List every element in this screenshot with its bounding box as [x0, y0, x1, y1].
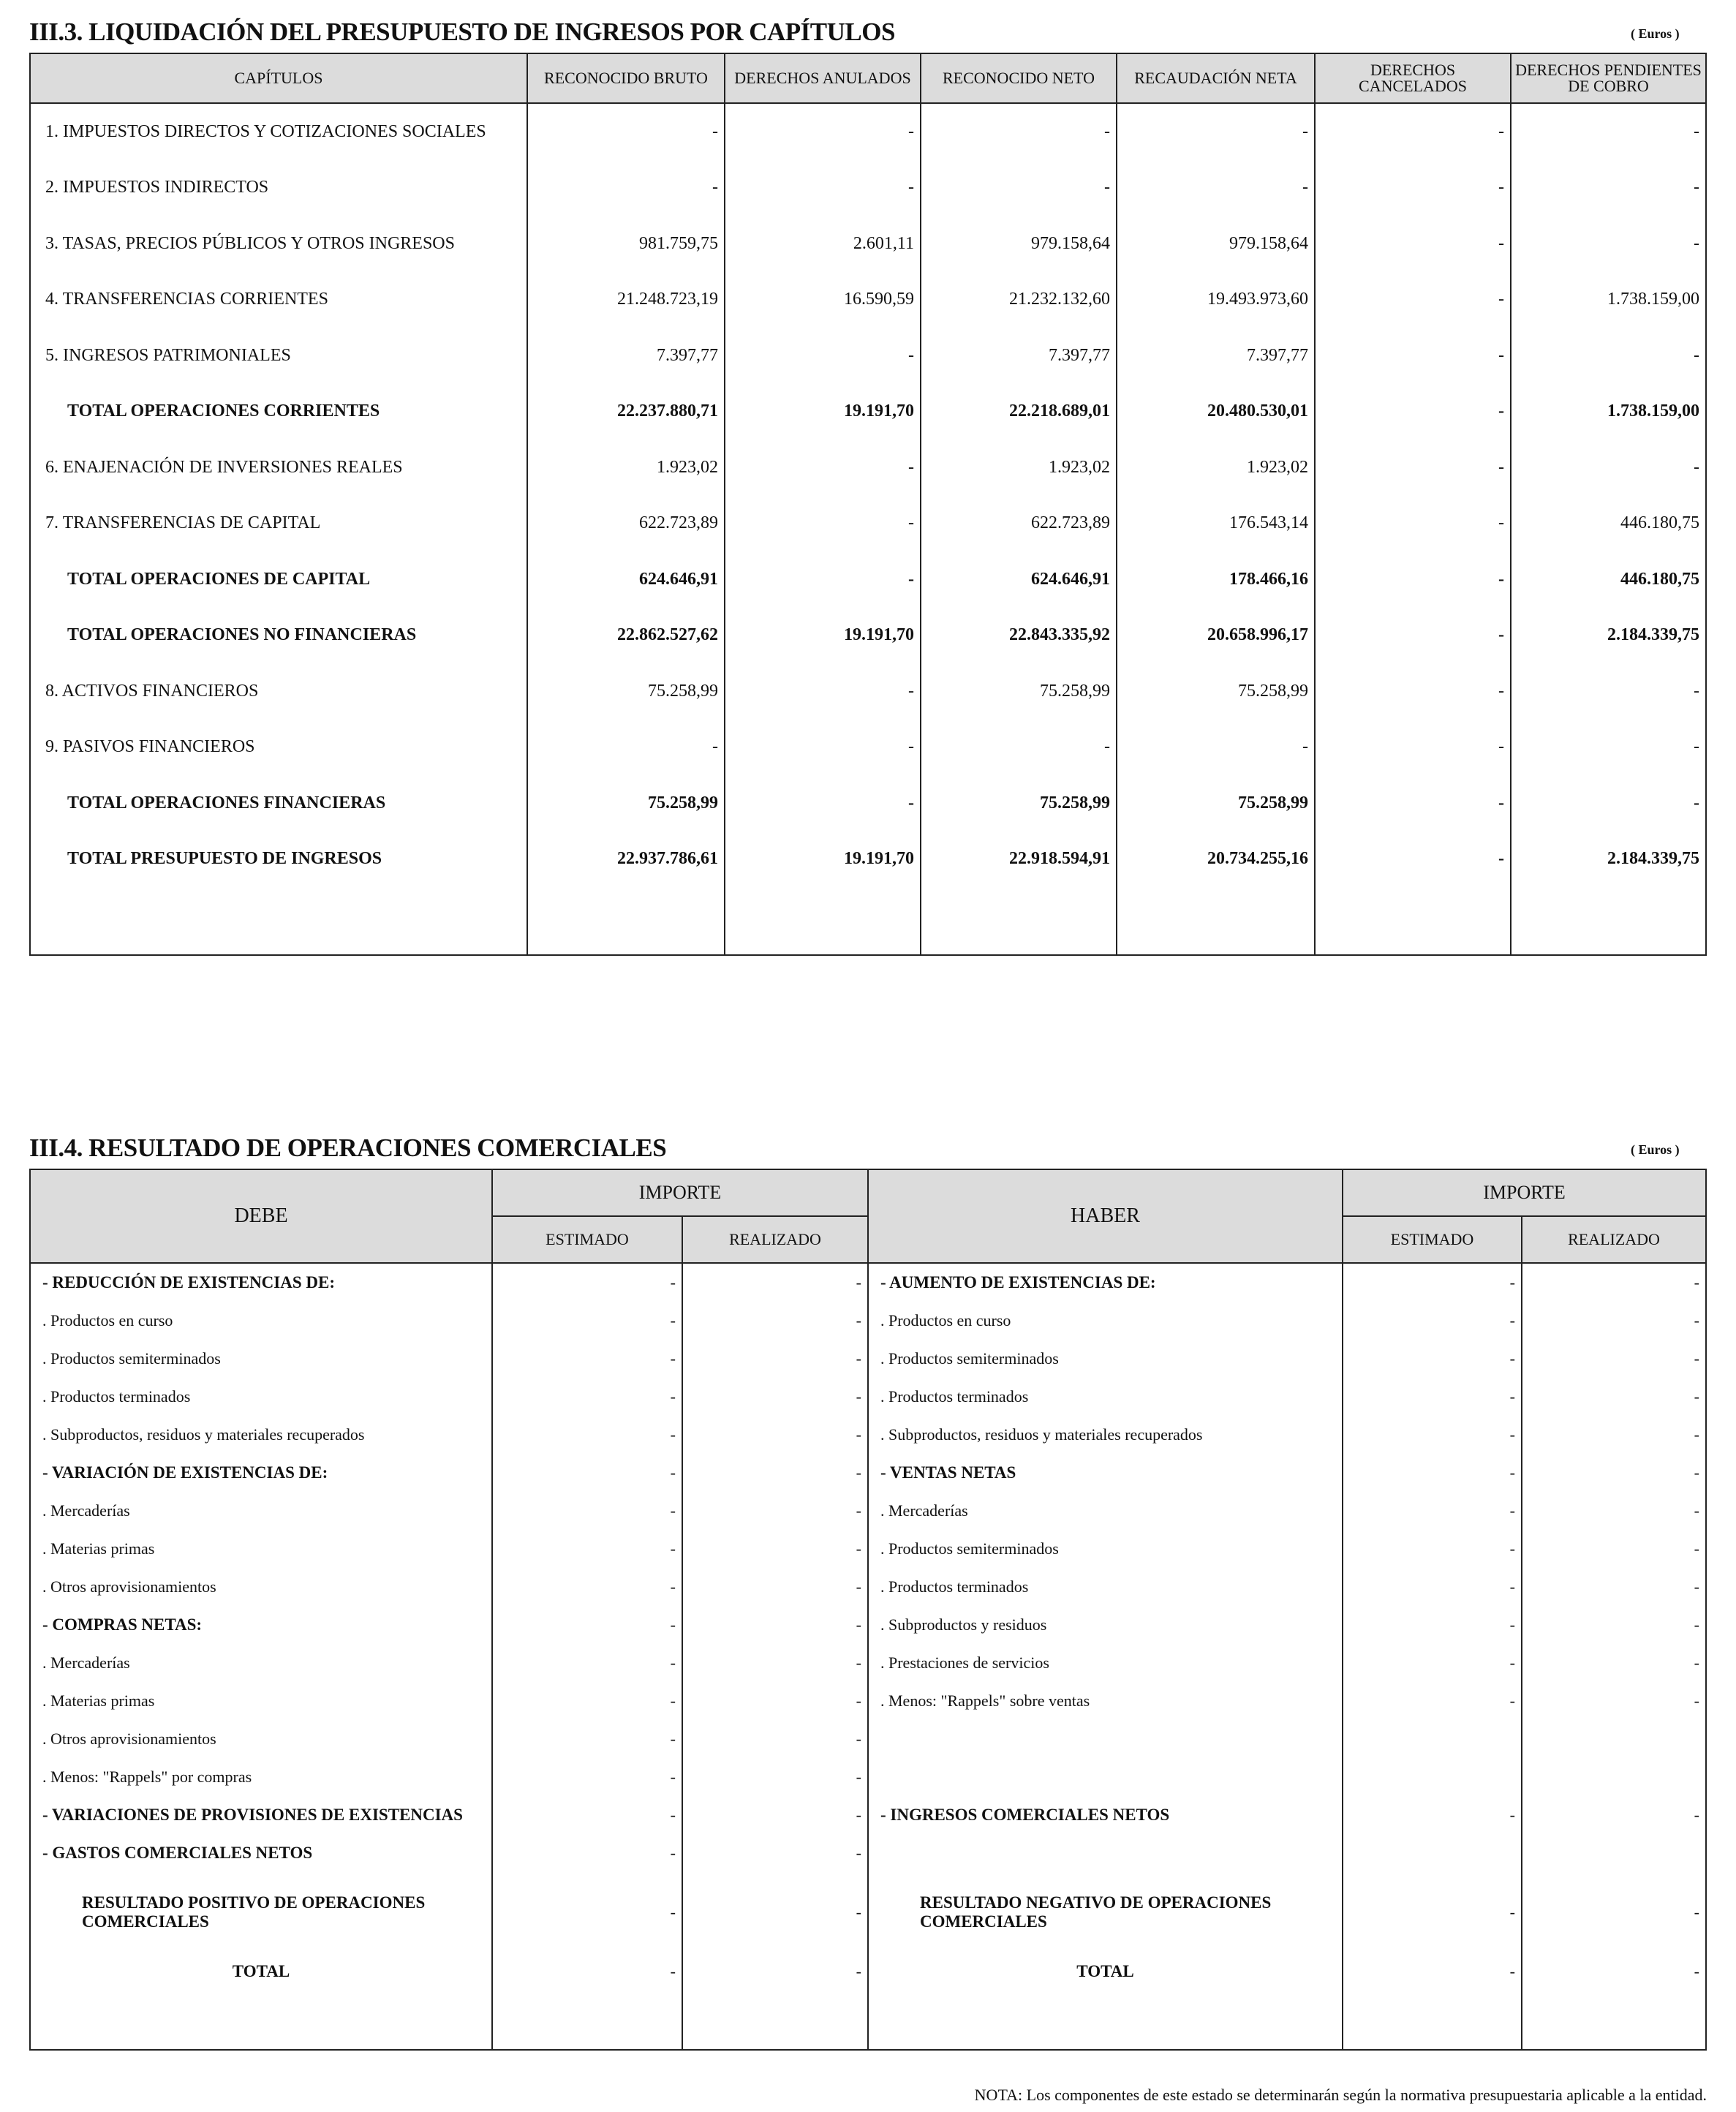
debe-estimado: -	[492, 1492, 682, 1530]
table-row	[30, 1606, 1706, 1644]
debe-label: . Mercaderías	[30, 1644, 492, 1682]
cell-value: -	[1315, 720, 1511, 776]
debe-label: - REDUCCIÓN DE EXISTENCIAS DE:	[30, 1263, 492, 1302]
cell-value: 75.258,99	[527, 663, 725, 720]
table-row	[30, 1720, 1706, 1758]
debe-label: . Productos en curso	[30, 1302, 492, 1340]
haber-label: . Menos: "Rappels" sobre ventas	[868, 1682, 1343, 1720]
debe-realizado: -	[682, 1834, 868, 1872]
row-label: TOTAL OPERACIONES FINANCIERAS	[30, 775, 527, 831]
table-row	[30, 328, 1706, 384]
table-filler-row	[30, 1991, 1706, 2050]
haber-label	[868, 1758, 1343, 1796]
col-header-reconocido-bruto: RECONOCIDO BRUTO	[527, 53, 725, 103]
section2-title: III.4. RESULTADO DE OPERACIONES COMERCIALES	[29, 1134, 667, 1162]
cell-value: 75.258,99	[1117, 663, 1315, 720]
debe-realizado: -	[682, 1758, 868, 1796]
debe-estimado: -	[492, 1606, 682, 1644]
haber-realizado: -	[1522, 1263, 1706, 1302]
table-row	[30, 1568, 1706, 1606]
cell-value: -	[1315, 663, 1511, 720]
header-estimado-debe: ESTIMADO	[492, 1216, 682, 1263]
table-row	[30, 551, 1706, 608]
empty-cell	[1315, 887, 1511, 955]
haber-label: . Productos semiterminados	[868, 1340, 1343, 1378]
debe-estimado: -	[492, 1263, 682, 1302]
row-label: 4. TRANSFERENCIAS CORRIENTES	[30, 272, 527, 328]
header-importe-debe: IMPORTE	[492, 1169, 868, 1216]
debe-estimado: -	[492, 1758, 682, 1796]
cell-value: 622.723,89	[527, 496, 725, 552]
table-row	[30, 1263, 1706, 1302]
empty-cell	[527, 887, 725, 955]
debe-realizado: -	[682, 1872, 868, 1953]
cell-value: 1.923,02	[921, 440, 1117, 496]
debe-label: . Productos terminados	[30, 1378, 492, 1416]
debe-realizado: -	[682, 1796, 868, 1834]
debe-estimado: -	[492, 1796, 682, 1834]
debe-label: - VARIACIONES DE PROVISIONES DE EXISTENCIAS	[30, 1796, 492, 1834]
table-row	[30, 440, 1706, 496]
cell-value: 20.658.996,17	[1117, 608, 1315, 664]
cell-value: -	[1315, 831, 1511, 888]
haber-label: - INGRESOS COMERCIALES NETOS	[868, 1796, 1343, 1834]
empty-cell	[492, 1991, 682, 2050]
cell-value: 22.918.594,91	[921, 831, 1117, 888]
cell-value: -	[725, 440, 921, 496]
section1-units: ( Euros )	[1631, 26, 1680, 41]
haber-label: TOTAL	[868, 1953, 1343, 1991]
haber-estimado	[1343, 1720, 1522, 1758]
debe-realizado: -	[682, 1568, 868, 1606]
cell-value: 178.466,16	[1117, 551, 1315, 608]
debe-realizado: -	[682, 1530, 868, 1568]
cell-value: -	[1511, 103, 1706, 160]
col-header-capitulos: CAPÍTULOS	[30, 53, 527, 103]
haber-label: . Productos terminados	[868, 1378, 1343, 1416]
cell-value: -	[1315, 272, 1511, 328]
debe-realizado: -	[682, 1454, 868, 1492]
cell-value: 176.543,14	[1117, 496, 1315, 552]
cell-value: 22.937.786,61	[527, 831, 725, 888]
haber-estimado: -	[1343, 1606, 1522, 1644]
debe-label: - GASTOS COMERCIALES NETOS	[30, 1834, 492, 1872]
debe-realizado: -	[682, 1340, 868, 1378]
debe-estimado: -	[492, 1530, 682, 1568]
row-label: 1. IMPUESTOS DIRECTOS Y COTIZACIONES SOCIALES	[30, 103, 527, 160]
cell-value: 16.590,59	[725, 272, 921, 328]
cell-value: 7.397,77	[1117, 328, 1315, 384]
empty-cell	[30, 1991, 492, 2050]
cell-value: -	[921, 103, 1117, 160]
cell-value: 446.180,75	[1511, 551, 1706, 608]
debe-realizado: -	[682, 1302, 868, 1340]
haber-estimado: -	[1343, 1796, 1522, 1834]
cell-value: -	[1117, 160, 1315, 216]
haber-realizado: -	[1522, 1872, 1706, 1953]
haber-realizado: -	[1522, 1530, 1706, 1568]
table-row	[30, 775, 1706, 831]
table-row	[30, 1530, 1706, 1568]
table-row	[30, 496, 1706, 552]
empty-cell	[921, 887, 1117, 955]
footnote: NOTA: Los componentes de este estado se determinarán según la normativa presupuestaria aplicable a la entidad.	[974, 2086, 1707, 2104]
cell-value: 75.258,99	[1117, 775, 1315, 831]
cell-value: 2.601,11	[725, 216, 921, 272]
cell-value: -	[1511, 440, 1706, 496]
cell-value: 21.248.723,19	[527, 272, 725, 328]
haber-label: . Mercaderías	[868, 1492, 1343, 1530]
haber-label: . Subproductos y residuos	[868, 1606, 1343, 1644]
cell-value: -	[1117, 720, 1315, 776]
row-label: TOTAL OPERACIONES NO FINANCIERAS	[30, 608, 527, 664]
empty-cell	[725, 887, 921, 955]
empty-cell	[1117, 887, 1315, 955]
debe-realizado: -	[682, 1416, 868, 1454]
table-row	[30, 1378, 1706, 1416]
haber-realizado: -	[1522, 1454, 1706, 1492]
table-filler-row	[30, 887, 1706, 955]
cell-value: 624.646,91	[527, 551, 725, 608]
col-header-reconocido-neto: RECONOCIDO NETO	[921, 53, 1117, 103]
debe-label: . Productos semiterminados	[30, 1340, 492, 1378]
haber-realizado	[1522, 1758, 1706, 1796]
col-header-derechos-cancelados: DERECHOS CANCELADOS	[1315, 53, 1511, 103]
cell-value: -	[1117, 103, 1315, 160]
row-label: 7. TRANSFERENCIAS DE CAPITAL	[30, 496, 527, 552]
debe-label: . Menos: "Rappels" por compras	[30, 1758, 492, 1796]
cell-value: 22.843.335,92	[921, 608, 1117, 664]
cell-value: -	[725, 775, 921, 831]
debe-estimado: -	[492, 1682, 682, 1720]
cell-value: -	[1511, 775, 1706, 831]
cell-value: -	[1511, 160, 1706, 216]
cell-value: 446.180,75	[1511, 496, 1706, 552]
cell-value: -	[1315, 496, 1511, 552]
empty-cell	[30, 887, 527, 955]
table-row	[30, 1953, 1706, 1991]
debe-label: TOTAL	[30, 1953, 492, 1991]
haber-realizado: -	[1522, 1340, 1706, 1378]
haber-estimado: -	[1343, 1953, 1522, 1991]
cell-value: -	[527, 720, 725, 776]
debe-estimado: -	[492, 1953, 682, 1991]
cell-value: -	[527, 103, 725, 160]
haber-estimado: -	[1343, 1492, 1522, 1530]
empty-cell	[682, 1991, 868, 2050]
empty-cell	[868, 1991, 1343, 2050]
cell-value: -	[1315, 440, 1511, 496]
debe-realizado: -	[682, 1606, 868, 1644]
cell-value: -	[1315, 384, 1511, 440]
table-row	[30, 1302, 1706, 1340]
haber-estimado: -	[1343, 1263, 1522, 1302]
haber-realizado: -	[1522, 1416, 1706, 1454]
haber-realizado	[1522, 1834, 1706, 1872]
header-haber: HABER	[868, 1169, 1343, 1263]
col-header-recaudacion-neta: RECAUDACIÓN NETA	[1117, 53, 1315, 103]
debe-estimado: -	[492, 1378, 682, 1416]
debe-label: . Mercaderías	[30, 1492, 492, 1530]
haber-label: . Productos terminados	[868, 1568, 1343, 1606]
cell-value: -	[725, 160, 921, 216]
cell-value: 75.258,99	[921, 663, 1117, 720]
debe-label: . Materias primas	[30, 1682, 492, 1720]
table-row	[30, 1834, 1706, 1872]
cell-value: -	[725, 328, 921, 384]
debe-estimado: -	[492, 1416, 682, 1454]
debe-realizado: -	[682, 1378, 868, 1416]
table-row	[30, 384, 1706, 440]
haber-label: . Productos en curso	[868, 1302, 1343, 1340]
table-row	[30, 1492, 1706, 1530]
haber-realizado: -	[1522, 1492, 1706, 1530]
cell-value: 624.646,91	[921, 551, 1117, 608]
haber-label: - AUMENTO DE EXISTENCIAS DE:	[868, 1263, 1343, 1302]
cell-value: 20.480.530,01	[1117, 384, 1315, 440]
cell-value: 7.397,77	[921, 328, 1117, 384]
haber-estimado: -	[1343, 1340, 1522, 1378]
table-row	[30, 1416, 1706, 1454]
haber-estimado: -	[1343, 1644, 1522, 1682]
cell-value: -	[725, 551, 921, 608]
debe-estimado: -	[492, 1302, 682, 1340]
debe-label: . Otros aprovisionamientos	[30, 1568, 492, 1606]
haber-label: . Subproductos, residuos y materiales recuperados	[868, 1416, 1343, 1454]
debe-label: - VARIACIÓN DE EXISTENCIAS DE:	[30, 1454, 492, 1492]
debe-label: RESULTADO POSITIVO DE OPERACIONES COMERCIALES	[30, 1872, 492, 1953]
debe-estimado: -	[492, 1340, 682, 1378]
table-row	[30, 1340, 1706, 1378]
cell-value: 981.759,75	[527, 216, 725, 272]
debe-estimado: -	[492, 1834, 682, 1872]
table-row	[30, 216, 1706, 272]
haber-estimado: -	[1343, 1378, 1522, 1416]
haber-estimado: -	[1343, 1454, 1522, 1492]
cell-value: 19.191,70	[725, 608, 921, 664]
cell-value: -	[1315, 103, 1511, 160]
row-label: 6. ENAJENACIÓN DE INVERSIONES REALES	[30, 440, 527, 496]
table-row	[30, 1872, 1706, 1953]
debe-label: - COMPRAS NETAS:	[30, 1606, 492, 1644]
haber-realizado: -	[1522, 1796, 1706, 1834]
debe-label: . Otros aprovisionamientos	[30, 1720, 492, 1758]
section2-units: ( Euros )	[1631, 1142, 1680, 1157]
col-header-derechos-anulados: DERECHOS ANULADOS	[725, 53, 921, 103]
cell-value: 7.397,77	[527, 328, 725, 384]
header-realizado-haber: REALIZADO	[1522, 1216, 1706, 1263]
cell-value: -	[725, 103, 921, 160]
haber-realizado: -	[1522, 1568, 1706, 1606]
cell-value: 75.258,99	[921, 775, 1117, 831]
haber-estimado: -	[1343, 1530, 1522, 1568]
empty-cell	[1511, 887, 1706, 955]
haber-realizado: -	[1522, 1606, 1706, 1644]
debe-estimado: -	[492, 1872, 682, 1953]
cell-value: 75.258,99	[527, 775, 725, 831]
haber-label: . Prestaciones de servicios	[868, 1644, 1343, 1682]
table-row	[30, 1454, 1706, 1492]
debe-realizado: -	[682, 1644, 868, 1682]
debe-estimado: -	[492, 1720, 682, 1758]
cell-value: 2.184.339,75	[1511, 831, 1706, 888]
cell-value: -	[1511, 663, 1706, 720]
cell-value: 622.723,89	[921, 496, 1117, 552]
cell-value: 1.923,02	[1117, 440, 1315, 496]
cell-value: -	[527, 160, 725, 216]
haber-label	[868, 1720, 1343, 1758]
row-label: TOTAL OPERACIONES CORRIENTES	[30, 384, 527, 440]
debe-realizado: -	[682, 1682, 868, 1720]
header-realizado-debe: REALIZADO	[682, 1216, 868, 1263]
cell-value: 1.923,02	[527, 440, 725, 496]
table-row	[30, 720, 1706, 776]
empty-cell	[1343, 1991, 1522, 2050]
haber-realizado	[1522, 1720, 1706, 1758]
row-label: 8. ACTIVOS FINANCIEROS	[30, 663, 527, 720]
section1-title: III.3. LIQUIDACIÓN DEL PRESUPUESTO DE INGRESOS POR CAPÍTULOS	[29, 18, 895, 46]
haber-estimado: -	[1343, 1302, 1522, 1340]
row-label: 3. TASAS, PRECIOS PÚBLICOS Y OTROS INGRESOS	[30, 216, 527, 272]
row-label: 2. IMPUESTOS INDIRECTOS	[30, 160, 527, 216]
debe-estimado: -	[492, 1454, 682, 1492]
row-label: 5. INGRESOS PATRIMONIALES	[30, 328, 527, 384]
debe-realizado: -	[682, 1492, 868, 1530]
table-row	[30, 1644, 1706, 1682]
debe-realizado: -	[682, 1953, 868, 1991]
debe-label: . Subproductos, residuos y materiales recuperados	[30, 1416, 492, 1454]
cell-value: 1.738.159,00	[1511, 272, 1706, 328]
cell-value: 21.232.132,60	[921, 272, 1117, 328]
cell-value: 22.218.689,01	[921, 384, 1117, 440]
cell-value: -	[725, 496, 921, 552]
budget-income-table	[29, 53, 1707, 956]
cell-value: 20.734.255,16	[1117, 831, 1315, 888]
cell-value: -	[1315, 775, 1511, 831]
cell-value: 2.184.339,75	[1511, 608, 1706, 664]
debe-label: . Materias primas	[30, 1530, 492, 1568]
header-estimado-haber: ESTIMADO	[1343, 1216, 1522, 1263]
cell-value: -	[725, 720, 921, 776]
table-row	[30, 831, 1706, 888]
cell-value: -	[1315, 551, 1511, 608]
haber-estimado: -	[1343, 1568, 1522, 1606]
row-label: 9. PASIVOS FINANCIEROS	[30, 720, 527, 776]
table-row	[30, 160, 1706, 216]
cell-value: 19.191,70	[725, 384, 921, 440]
cell-value: 22.862.527,62	[527, 608, 725, 664]
cell-value: -	[1315, 608, 1511, 664]
haber-estimado	[1343, 1758, 1522, 1796]
cell-value: -	[1315, 216, 1511, 272]
debe-estimado: -	[492, 1568, 682, 1606]
table-row	[30, 608, 1706, 664]
cell-value: -	[1315, 328, 1511, 384]
haber-estimado	[1343, 1834, 1522, 1872]
header-debe: DEBE	[30, 1169, 492, 1263]
table-row	[30, 272, 1706, 328]
cell-value: 979.158,64	[1117, 216, 1315, 272]
cell-value: -	[1511, 216, 1706, 272]
haber-label	[868, 1834, 1343, 1872]
cell-value: -	[921, 160, 1117, 216]
table-row	[30, 1796, 1706, 1834]
debe-realizado: -	[682, 1263, 868, 1302]
cell-value: -	[921, 720, 1117, 776]
haber-realizado: -	[1522, 1302, 1706, 1340]
cell-value: 19.493.973,60	[1117, 272, 1315, 328]
cell-value: -	[1315, 160, 1511, 216]
haber-estimado: -	[1343, 1872, 1522, 1953]
table-row	[30, 103, 1706, 160]
cell-value: 19.191,70	[725, 831, 921, 888]
debe-estimado: -	[492, 1644, 682, 1682]
col-header-derechos-pendientes: DERECHOS PENDIENTES DE COBRO	[1511, 53, 1706, 103]
cell-value: 22.237.880,71	[527, 384, 725, 440]
haber-realizado: -	[1522, 1644, 1706, 1682]
haber-realizado: -	[1522, 1953, 1706, 1991]
cell-value: -	[1511, 328, 1706, 384]
commercial-operations-table	[29, 1169, 1707, 2051]
haber-realizado: -	[1522, 1378, 1706, 1416]
header-importe-haber: IMPORTE	[1343, 1169, 1706, 1216]
haber-estimado: -	[1343, 1416, 1522, 1454]
row-label: TOTAL PRESUPUESTO DE INGRESOS	[30, 831, 527, 888]
table-row	[30, 1758, 1706, 1796]
haber-label: - VENTAS NETAS	[868, 1454, 1343, 1492]
cell-value: -	[725, 663, 921, 720]
haber-estimado: -	[1343, 1682, 1522, 1720]
cell-value: -	[1511, 720, 1706, 776]
row-label: TOTAL OPERACIONES DE CAPITAL	[30, 551, 527, 608]
haber-label: . Productos semiterminados	[868, 1530, 1343, 1568]
haber-label: RESULTADO NEGATIVO DE OPERACIONES COMERCIALES	[868, 1872, 1343, 1953]
empty-cell	[1522, 1991, 1706, 2050]
table-row	[30, 663, 1706, 720]
cell-value: 1.738.159,00	[1511, 384, 1706, 440]
cell-value: 979.158,64	[921, 216, 1117, 272]
debe-realizado: -	[682, 1720, 868, 1758]
table-row	[30, 1682, 1706, 1720]
haber-realizado: -	[1522, 1682, 1706, 1720]
